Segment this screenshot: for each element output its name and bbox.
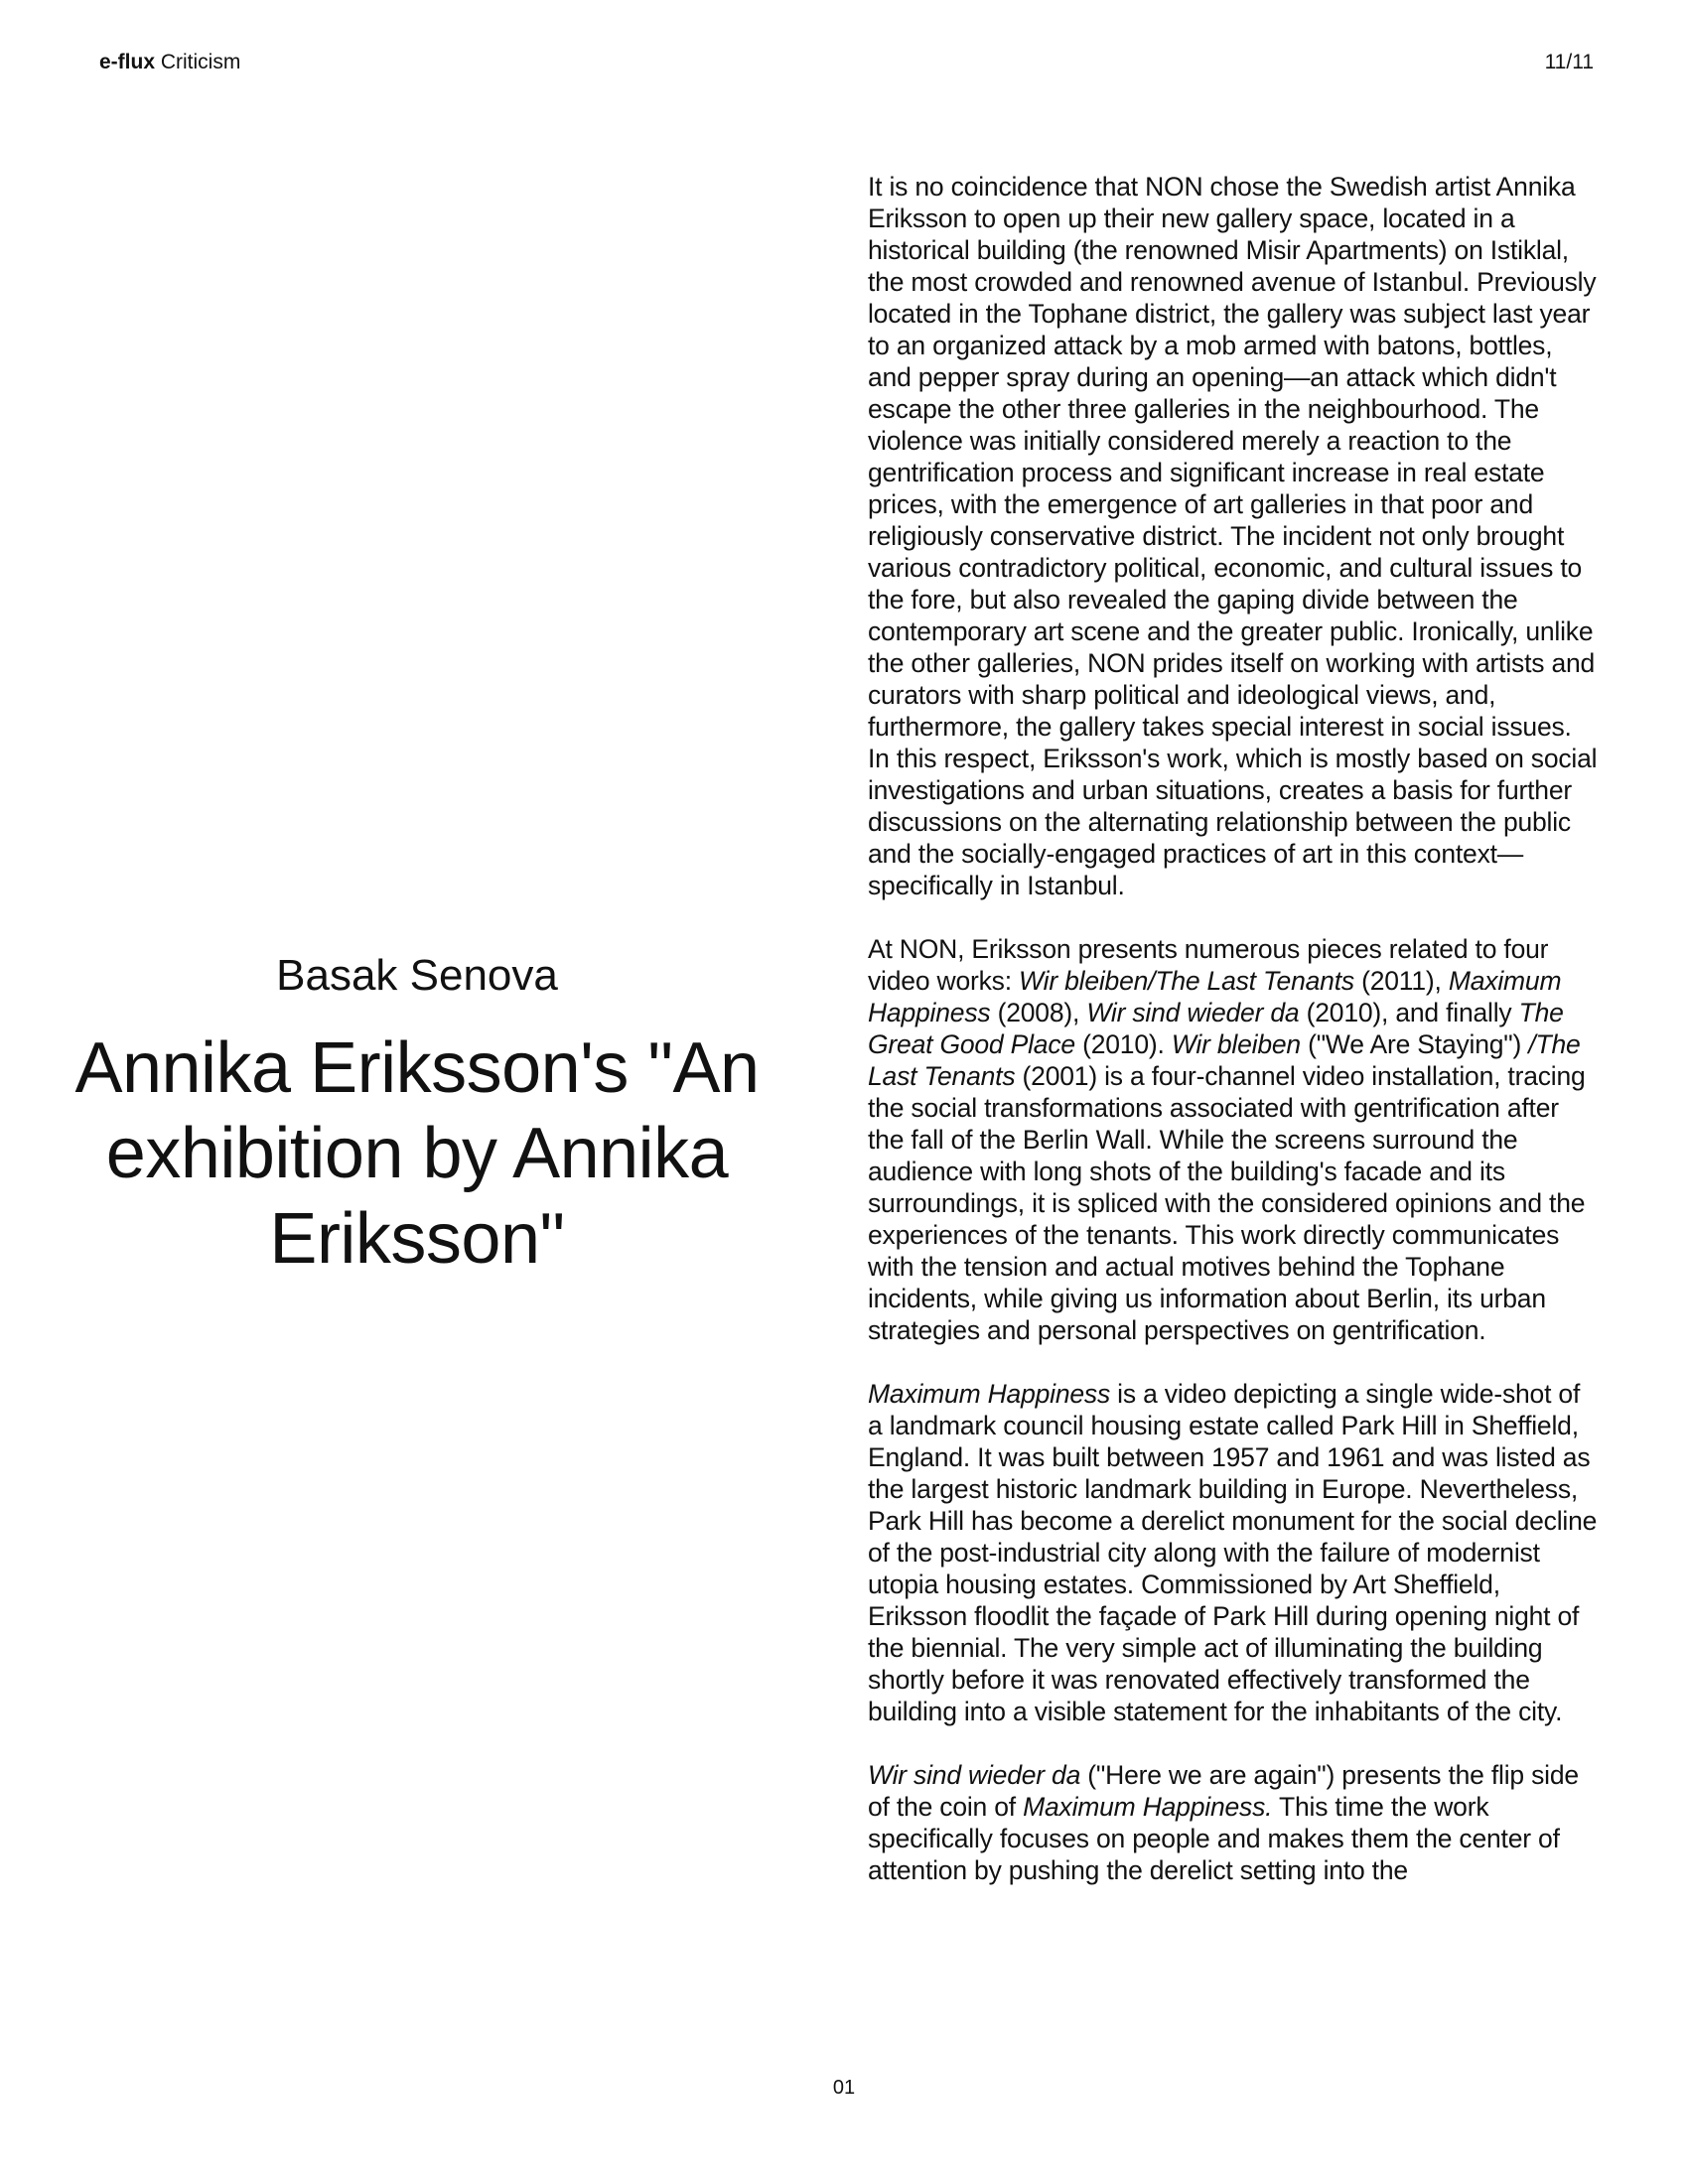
work-title: /The Last Tenants (868, 1029, 1581, 1091)
publication-header (99, 50, 240, 75)
paragraph-4 (868, 1759, 1598, 1886)
text-span: ("We Are Staying") (1300, 1029, 1529, 1059)
text-span: (2001) is a four-channel video installation, tracing the social transformations associated with gentrification after the fall of the Berlin Wall. While the screens surround the audience with long shots of the building's facade and its surroundings, it is spliced with the considered opinions and the experiences of the tenants. This work directly communicates with the tension and actual motives behind the Tophane incidents, while giving us information about Berlin, its urban strategies and personal perspectives on gentrification. (868, 1061, 1586, 1345)
text-span: This time the work specifically focuses on people and makes them the center of attention by pushing the derelict setting into the (868, 1792, 1560, 1885)
work-title: Wir sind wieder da (868, 1760, 1081, 1790)
article-title: Annika Eriksson's "An exhibition by Annika Eriksson" (74, 1028, 760, 1279)
text-span: (2010), and finally (1299, 998, 1519, 1027)
paragraph-1: It is no coincidence that NON chose the Swedish artist Annika Eriksson to open up their new gallery space, located in a historical building (the renowned Misir Apartments) on Istiklal, the most crowded and renowned avenue of Istanbul. Previously located in the Tophane district, the gallery was subject last year to an organized attack by a mob armed with batons, bottles, and pepper spray during an opening—an attack which didn't escape the other three galleries in the neighbourhood. The violence was initially considered merely a reaction to the gentrification process and significant increase in real estate prices, with the emergence of art galleries in that poor and religiously conservative district. The incident not only brought various contradictory political, economic, and cultural issues to the fore, but also revealed the gaping divide between the contemporary art scene and the greater public. Ironically, unlike the other galleries, NON prides itself on working with artists and curators with sharp political and ideological views, and, furthermore, the gallery takes special interest in social issues. In this respect, Eriksson's work, which is mostly based on social investigations and urban situations, creates a basis for further discussions on the alternating relationship between the public and the socially-engaged practices of art in this context—specifically in Istanbul. (868, 172, 1598, 900)
page-count: 11/11 (1544, 51, 1594, 73)
work-title: The Great Good Place (868, 998, 1564, 1059)
text-span: At NON, Eriksson presents numerous pieces related to four video works: (868, 934, 1549, 996)
brand-name: e-flux (99, 51, 156, 73)
page-number: 01 (832, 2077, 856, 2099)
text-span: (2011), (1353, 966, 1449, 996)
work-title: Wir sind wieder da (1086, 998, 1300, 1027)
work-title: Wir bleiben (1171, 1029, 1301, 1059)
title-block (60, 948, 774, 1282)
work-title: Maximum Happiness (868, 1379, 1111, 1409)
work-title: Wir bleiben/The Last Tenants (1019, 966, 1354, 996)
paragraph-2 (868, 933, 1598, 1346)
section-name: Criticism (160, 51, 241, 73)
article-body (868, 171, 1598, 1918)
author-name: Basak Senova (276, 951, 558, 1000)
paragraph-3 (868, 1378, 1598, 1727)
text-span: is a video depicting a single wide-shot of a landmark council housing estate called Park Hill in Sheffield, England. It was built between 1957 and 1961 and was listed as the largest historic landmark building in Europe. Nevertheless, Park Hill has become a derelict monument for the social decline of the post-industrial city along with the failure of modernist utopia housing estates. Commissioned by Art Sheffield, Eriksson floodlit the façade of Park Hill during opening night of the biennial. The very simple act of illuminating the building shortly before it was renovated effectively transformed the building into a visible statement for the inhabitants of the city. (868, 1379, 1598, 1726)
work-title: Maximum Happiness. (1023, 1792, 1273, 1822)
text-span: (2008), (990, 998, 1087, 1027)
text-span: (2010). (1074, 1029, 1172, 1059)
text-span: ("Here we are again") presents the flip side of the coin of (868, 1760, 1579, 1822)
work-title: Maximum Happiness (868, 966, 1562, 1027)
